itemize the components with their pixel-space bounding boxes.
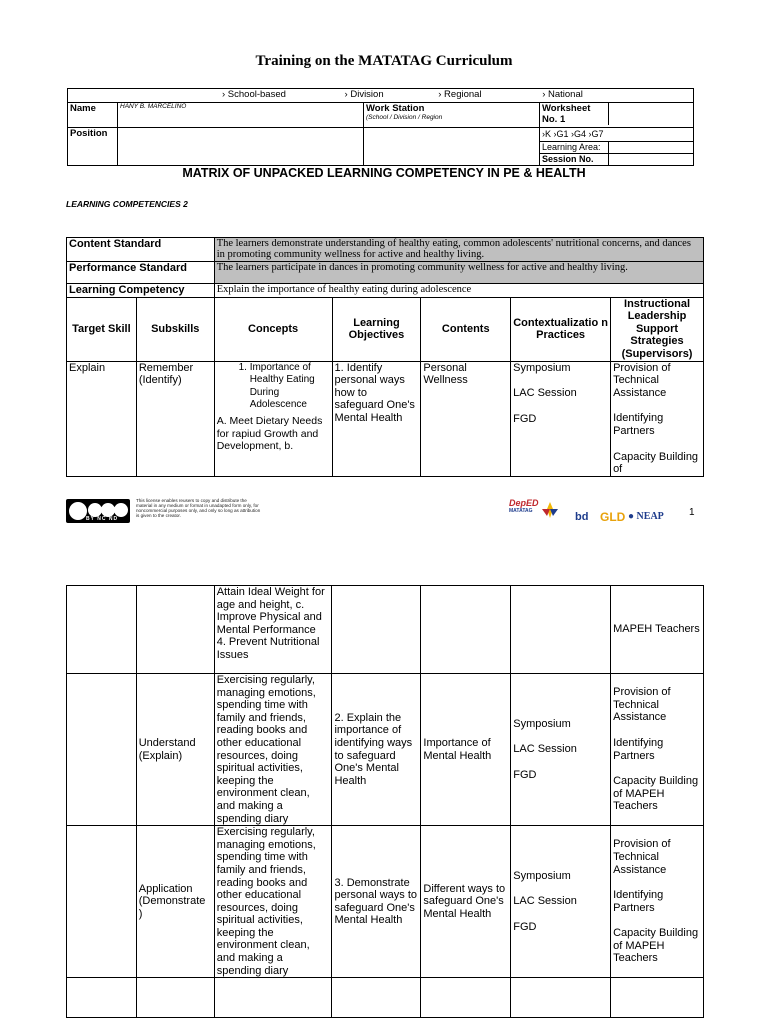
level-national[interactable]: › National	[542, 89, 583, 100]
session-no-value[interactable]	[609, 154, 693, 165]
level-school-based[interactable]: › School-based	[222, 89, 286, 100]
target-skill-cell: Explain	[67, 361, 137, 476]
col-learning-objectives: Learning Objectives	[332, 297, 421, 361]
worksheet-value[interactable]	[609, 103, 693, 125]
subskill-cell: Remember (Identify)	[136, 361, 214, 476]
row3-objective: 3. Demonstrate personal ways to safeguard One's Mental Health	[332, 826, 421, 978]
learning-competency-text: Explain the importance of healthy eating during adolescence	[214, 284, 703, 298]
row2-subskill: Understand (Explain)	[136, 674, 214, 826]
position-value[interactable]	[118, 128, 364, 166]
learning-competencies-label: LEARNING COMPETENCIES 2	[66, 199, 188, 209]
practice-fgd: FGD	[513, 412, 537, 425]
learning-area-value[interactable]	[609, 142, 693, 153]
row3-subskill: Application (Demonstrate )	[136, 826, 214, 978]
cont-support-cell: MAPEH Teachers	[611, 586, 704, 674]
deped-logo: DepED MATATAG	[509, 498, 539, 514]
page-number: 1	[689, 507, 695, 518]
table-row	[67, 586, 704, 674]
gld-logo: GLD	[600, 510, 626, 524]
worksheet-cell	[540, 103, 694, 128]
row2-concept: Exercising regularly, managing emotions, spending time with family and friends, reading books and other educational resources, doing spiritual activities, keeping the environment clean, and making a spending diary	[214, 674, 332, 826]
matatag-logo	[540, 500, 560, 520]
learning-competency-label: Learning Competency	[67, 284, 215, 298]
worksheet-label: Worksheet	[542, 103, 591, 114]
content-standard-text: The learners demonstrate understanding of healthy eating, common adolescents' nutritional concerns, and dances in promoting community wellness for active and healthy living.	[214, 238, 703, 262]
grade-options[interactable]: ›K ›G1 ›G4 ›G7	[540, 128, 693, 142]
name-value[interactable]: HANY B. MARCELINO	[118, 103, 364, 128]
concepts-cell	[214, 361, 332, 476]
worksheet-no: No. 1	[542, 114, 566, 125]
row2-practices: Symposium LAC Session FGD	[511, 674, 611, 826]
table-row	[67, 826, 704, 978]
matrix-title: MATRIX OF UNPACKED LEARNING COMPETENCY IN PE & HEALTH	[182, 166, 586, 180]
position-blank	[364, 128, 540, 166]
document-title: Training on the MATATAG Curriculum	[255, 53, 513, 69]
work-station-sub: (School / Division / Region	[366, 114, 443, 121]
competency-matrix-continued	[66, 585, 704, 1018]
position-label: Position	[68, 128, 118, 166]
col-leadership-support: Instructional Leadership Support Strategies (Supervisors)	[611, 297, 704, 361]
learning-area-label: Learning Area:	[540, 142, 609, 153]
practices-cell	[511, 361, 611, 476]
cont-concept-cell	[214, 586, 332, 674]
row2-objective: 2. Explain the importance of identifying ways to safeguard One's Mental Health	[332, 674, 421, 826]
support-cell	[611, 361, 704, 476]
content-cell: Personal Wellness	[421, 361, 511, 476]
cc-license-icon	[66, 499, 130, 523]
row3-practices: Symposium LAC Session FGD	[511, 826, 611, 978]
work-station-cell[interactable]	[364, 103, 540, 128]
table-row	[67, 674, 704, 826]
session-no-label: Session No.	[540, 154, 609, 165]
competency-matrix	[66, 237, 704, 477]
objective-cell: 1. Identify personal ways how to safeguard One's Mental Health	[332, 361, 421, 476]
practice-lac: LAC Session	[513, 387, 577, 400]
cont-concept-text: Attain Ideal Weight for age and height, c. Improve Physical and Mental Performance	[216, 586, 325, 636]
practice-symposium: Symposium	[513, 361, 571, 374]
concept-list-item: 1. Importance of Healthy Eating During Adolescence	[250, 362, 330, 412]
table-row	[67, 361, 704, 476]
concept-text: A. Meet Dietary Needs for rapiud Growth and Development, b.	[216, 414, 323, 453]
cc-labels: BY NC ND	[86, 516, 119, 522]
name-label: Name	[68, 103, 118, 128]
col-subskills: Subskills	[136, 297, 214, 361]
col-concepts: Concepts	[214, 297, 332, 361]
license-text: This license enables reusers to copy and distribute the material in any medium or format in unadapted form only, for noncommercial purposes only, and only so long as attribution is given to the creator.	[136, 498, 261, 518]
cont-concept-item: 4. Prevent Nutritional Issues	[216, 636, 320, 661]
grade-session-cell	[540, 128, 694, 166]
row3-support: Provision of Technical Assistance Identifying Partners Capacity Building of MAPEH Teachers	[611, 826, 704, 978]
level-regional[interactable]: › Regional	[438, 89, 482, 100]
work-station-label: Work Station	[366, 103, 425, 114]
level-row	[68, 89, 694, 103]
level-division[interactable]: › Division	[344, 89, 384, 100]
table-row	[67, 978, 704, 1018]
neap-logo: ● NEAP	[628, 511, 664, 522]
header-table	[67, 88, 694, 166]
bd-logo: bd	[575, 511, 589, 523]
support-partners: Identifying Partners	[613, 412, 664, 437]
col-target-skill: Target Skill	[67, 297, 137, 361]
col-contextualization: Contextualizatio n Practices	[511, 297, 611, 361]
row2-support: Provision of Technical Assistance Identifying Partners Capacity Building of MAPEH Teachers	[611, 674, 704, 826]
support-capacity: Capacity Building of	[613, 450, 699, 476]
col-contents: Contents	[421, 297, 511, 361]
row3-concept: Exercising regularly, managing emotions, spending time with family and friends, reading books and other educational resources, doing spiritual activities, keeping the environment clean, and making a spending diary	[214, 826, 332, 978]
row3-content: Different ways to safeguard One's Mental Health	[421, 826, 511, 978]
performance-standard-label: Performance Standard	[67, 262, 215, 284]
content-standard-label: Content Standard	[67, 238, 215, 262]
row2-content: Importance of Mental Health	[421, 674, 511, 826]
support-ta: Provision of Technical Assistance	[613, 361, 671, 399]
performance-standard-text: The learners participate in dances in promoting community wellness for active and healthy living.	[214, 262, 703, 284]
